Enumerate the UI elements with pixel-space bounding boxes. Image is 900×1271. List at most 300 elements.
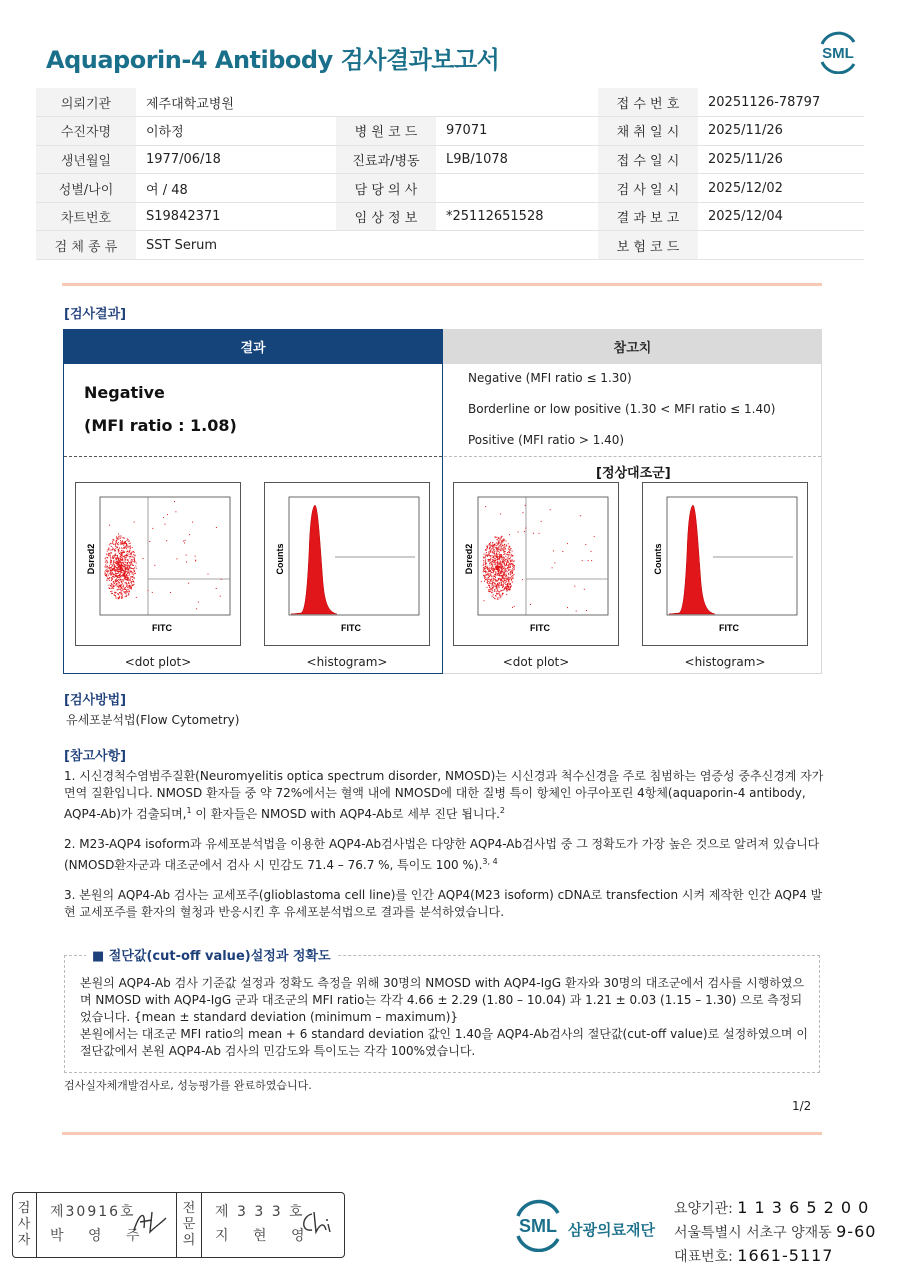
scatter-point: [134, 573, 135, 574]
scatter-point: [489, 555, 490, 556]
scatter-point: [494, 574, 495, 575]
scatter-point: [504, 570, 505, 571]
scatter-point: [491, 549, 492, 550]
scatter-point: [108, 567, 109, 568]
scatter-point: [503, 582, 504, 583]
scatter-point: [112, 568, 113, 569]
scatter-point: [500, 566, 501, 567]
scatter-point: [121, 575, 122, 576]
scatter-point: [175, 511, 176, 512]
scatter-point: [129, 550, 130, 551]
scatter-point: [500, 513, 501, 514]
scatter-point: [496, 587, 497, 588]
scatter-point: [495, 567, 496, 568]
scatter-point: [107, 566, 108, 567]
scatter-point: [119, 562, 120, 563]
scatter-point: [492, 590, 493, 591]
scatter-point: [122, 542, 123, 543]
scatter-point: [497, 567, 498, 568]
scatter-point: [497, 580, 498, 581]
scatter-point: [128, 587, 129, 588]
scatter-point: [497, 584, 498, 585]
scatter-point: [133, 577, 134, 578]
scatter-point: [486, 546, 487, 547]
scatter-point: [126, 567, 127, 568]
scatter-point: [494, 544, 495, 545]
scatter-point: [120, 573, 121, 574]
scatter-point: [189, 534, 190, 535]
dashed-separator-left: [64, 456, 442, 457]
scatter-point: [107, 557, 108, 558]
sign1-signature: [130, 1206, 170, 1236]
scatter-point: [500, 571, 501, 572]
scatter-point: [493, 578, 494, 579]
scatter-point: [130, 586, 131, 587]
info-v1-cell: SST Serum: [136, 231, 336, 260]
scatter-point: [493, 555, 494, 556]
scatter-point: [130, 578, 131, 579]
scatter-point: [504, 567, 505, 568]
y-axis-label: Dsred2: [86, 543, 96, 575]
scatter-point: [586, 610, 587, 611]
scatter-point: [126, 592, 127, 593]
scatter-point: [119, 598, 120, 599]
info-row: [36, 174, 864, 203]
scatter-point: [490, 591, 491, 592]
scatter-point: [503, 562, 504, 563]
scatter-point: [134, 555, 135, 556]
info-l1-cell: 성별/나이: [36, 174, 136, 203]
sign1-license-no: 제30916호: [50, 1204, 136, 1220]
scatter-point: [131, 585, 132, 586]
scatter-point: [127, 538, 128, 539]
scatter-point: [511, 555, 512, 556]
scatter-point: [497, 575, 498, 576]
scatter-point: [510, 564, 511, 565]
scatter-point: [491, 545, 492, 546]
scatter-point: [514, 569, 515, 570]
scatter-point: [110, 556, 111, 557]
scatter-point: [118, 542, 119, 543]
scatter-point: [500, 545, 501, 546]
scatter-point: [208, 574, 209, 575]
scatter-point: [114, 565, 115, 566]
scatter-point: [120, 561, 121, 562]
info-l3-cell: 채 취 일 시: [598, 117, 698, 146]
scatter-point: [119, 548, 120, 549]
scatter-point: [120, 555, 121, 556]
scatter-point: [487, 587, 488, 588]
foundation-logo: [510, 1198, 566, 1252]
method-text: 유세포분석법(Flow Cytometry): [66, 713, 240, 727]
scatter-point: [119, 577, 120, 578]
scatter-point: [127, 587, 128, 588]
scatter-point: [484, 568, 485, 569]
scatter-point: [132, 565, 133, 566]
scatter-point: [511, 576, 512, 577]
scatter-point: [133, 574, 134, 575]
scatter-point: [127, 566, 128, 567]
scatter-point: [484, 577, 485, 578]
scatter-point: [502, 566, 503, 567]
scatter-point: [486, 579, 487, 580]
scatter-point: [496, 594, 497, 595]
scatter-point: [119, 571, 120, 572]
scatter-point: [508, 564, 509, 565]
scatter-point: [163, 517, 164, 518]
scatter-point: [510, 587, 511, 588]
scatter-point: [128, 546, 129, 547]
scatter-point: [125, 571, 126, 572]
scatter-point: [506, 579, 507, 580]
scatter-point: [120, 554, 121, 555]
institution-code: 요양기관: 1 1 3 6 5 2 0 0: [674, 1198, 870, 1217]
scatter-point: [127, 545, 128, 546]
scatter-point: [115, 581, 116, 582]
scatter-point: [133, 582, 134, 583]
scatter-point: [118, 598, 119, 599]
scatter-point: [492, 555, 493, 556]
method-section-label: [검사방법]: [64, 693, 127, 708]
scatter-point: [576, 611, 577, 612]
scatter-point: [198, 602, 199, 603]
scatter-point: [496, 593, 497, 594]
scatter-point: [131, 571, 132, 572]
scatter-point: [489, 591, 490, 592]
scatter-point: [489, 583, 490, 584]
scatter-point: [129, 556, 130, 557]
scatter-point: [115, 571, 116, 572]
scatter-point: [114, 585, 115, 586]
scatter-point: [510, 564, 511, 565]
scatter-point: [118, 549, 119, 550]
scatter-point: [495, 560, 496, 561]
scatter-point: [494, 563, 495, 564]
scatter-point: [485, 549, 486, 550]
scatter-point: [136, 568, 137, 569]
reference-positive: Positive (MFI ratio > 1.40): [468, 433, 625, 447]
scatter-point: [496, 585, 497, 586]
scatter-point: [497, 569, 498, 570]
scatter-point: [580, 515, 581, 516]
y-axis-label: Counts: [653, 543, 663, 575]
scatter-point: [111, 570, 112, 571]
scatter-point: [490, 565, 491, 566]
info-v3-cell: 2025/11/26: [698, 117, 864, 146]
scatter-point: [503, 578, 504, 579]
scatter-point: [117, 577, 118, 578]
scatter-point: [497, 539, 498, 540]
scatter-point: [121, 594, 122, 595]
scatter-point: [131, 559, 132, 560]
scatter-point: [510, 561, 511, 562]
scatter-point: [499, 569, 500, 570]
scatter-point: [124, 588, 125, 589]
scatter-point: [115, 580, 116, 581]
scatter-point: [483, 557, 484, 558]
histogram-peak: [291, 505, 337, 614]
scatter-point: [513, 561, 514, 562]
scatter-point: [115, 570, 116, 571]
scatter-point: [485, 575, 486, 576]
scatter-point: [111, 591, 112, 592]
scatter-point: [501, 559, 502, 560]
scatter-point: [122, 552, 123, 553]
scatter-point: [123, 563, 124, 564]
scatter-point: [486, 567, 487, 568]
scatter-point: [496, 572, 497, 573]
scatter-point: [490, 558, 491, 559]
scatter-point: [497, 562, 498, 563]
scatter-point: [216, 588, 217, 589]
scatter-point: [129, 591, 130, 592]
scatter-point: [117, 589, 118, 590]
scatter-point: [493, 552, 494, 553]
scatter-point: [127, 555, 128, 556]
scatter-point: [499, 558, 500, 559]
scatter-point: [493, 561, 494, 562]
scatter-point: [497, 543, 498, 544]
scatter-point: [490, 574, 491, 575]
scatter-point: [112, 588, 113, 589]
cutoff-title: ■ 절단값(cut-off value)설정과 정확도: [86, 945, 337, 964]
scatter-point: [184, 543, 185, 544]
scatter-point: [492, 565, 493, 566]
scatter-point: [514, 606, 515, 607]
scatter-point: [112, 576, 113, 577]
scatter-point: [582, 560, 583, 561]
scatter-point: [509, 554, 510, 555]
scatter-point: [493, 585, 494, 586]
scatter-point: [539, 533, 540, 534]
scatter-point: [117, 593, 118, 594]
scatter-point: [486, 575, 487, 576]
scatter-point: [496, 550, 497, 551]
scatter-point: [129, 543, 130, 544]
scatter-point: [109, 587, 110, 588]
scatter-point: [111, 543, 112, 544]
scatter-point: [127, 584, 128, 585]
scatter-point: [486, 571, 487, 572]
scatter-point: [497, 590, 498, 591]
scatter-point: [512, 561, 513, 562]
scatter-point: [117, 576, 118, 577]
scatter-point: [567, 543, 568, 544]
scatter-point: [128, 585, 129, 586]
scatter-point: [504, 546, 505, 547]
scatter-point: [508, 577, 509, 578]
scatter-point: [503, 557, 504, 558]
scatter-point: [124, 542, 125, 543]
sign2-signature: [296, 1206, 336, 1236]
scatter-point: [505, 561, 506, 562]
scatter-point: [487, 573, 488, 574]
scatter-point: [522, 512, 523, 513]
scatter-point: [485, 564, 486, 565]
scatter-point: [492, 596, 493, 597]
scatter-point: [485, 566, 486, 567]
scatter-point: [503, 552, 504, 553]
scatter-point: [110, 562, 111, 563]
scatter-point: [114, 557, 115, 558]
scatter-point: [115, 575, 116, 576]
scatter-point: [495, 564, 496, 565]
scatter-point: [506, 594, 507, 595]
scatter-point: [497, 571, 498, 572]
scatter-point: [494, 545, 495, 546]
info-l2-cell: 담 당 의 사: [336, 174, 436, 203]
scatter-point: [114, 577, 115, 578]
plot-caption: <histogram>: [684, 655, 766, 669]
scatter-point: [508, 573, 509, 574]
scatter-point: [494, 591, 495, 592]
scatter-point: [130, 570, 131, 571]
scatter-point: [486, 554, 487, 555]
scatter-point: [195, 560, 196, 561]
scatter-point: [495, 558, 496, 559]
scatter-point: [491, 567, 492, 568]
scatter-point: [112, 570, 113, 571]
scatter-point: [490, 546, 491, 547]
scatter-point: [174, 501, 175, 502]
scatter-point: [130, 543, 131, 544]
scatter-point: [133, 554, 134, 555]
scatter-point: [109, 573, 110, 574]
scatter-point: [490, 547, 491, 548]
scatter-point: [108, 578, 109, 579]
result-mfi-ratio: (MFI ratio : 1.08): [84, 416, 237, 435]
scatter-point: [123, 586, 124, 587]
scatter-point: [130, 553, 131, 554]
scatter-point: [130, 571, 131, 572]
scatter-point: [118, 579, 119, 580]
scatter-point: [167, 514, 168, 515]
scatter-point: [487, 579, 488, 580]
scatter-point: [123, 562, 124, 563]
scatter-point: [488, 585, 489, 586]
scatter-point: [121, 598, 122, 599]
scatter-point: [134, 577, 135, 578]
scatter-point: [506, 580, 507, 581]
scatter-point: [133, 581, 134, 582]
scatter-point: [111, 564, 112, 565]
scatter-point: [125, 589, 126, 590]
scatter-point: [186, 555, 187, 556]
scatter-point: [506, 581, 507, 582]
scatter-point: [111, 585, 112, 586]
scatter-point: [123, 537, 124, 538]
scatter-point: [500, 560, 501, 561]
scatter-point: [503, 581, 504, 582]
scatter-point: [166, 540, 167, 541]
scatter-point: [130, 546, 131, 547]
scatter-point: [115, 548, 116, 549]
scatter-point: [110, 572, 111, 573]
scatter-point: [126, 583, 127, 584]
scatter-point: [106, 563, 107, 564]
scatter-point: [498, 540, 499, 541]
scatter-point: [110, 570, 111, 571]
foundation-name: 삼광의료재단: [568, 1221, 655, 1239]
scatter-point: [486, 552, 487, 553]
info-row: [36, 202, 864, 231]
scatter-point: [134, 571, 135, 572]
scatter-point: [152, 592, 153, 593]
scatter-point: [518, 531, 519, 532]
scatter-point: [512, 582, 513, 583]
y-axis-label: Dsred2: [464, 543, 474, 575]
scatter-point: [490, 589, 491, 590]
scatter-point: [499, 585, 500, 586]
scatter-point: [107, 572, 108, 573]
scatter-point: [488, 571, 489, 572]
scatter-point: [584, 589, 585, 590]
scatter-point: [121, 585, 122, 586]
scatter-point: [501, 555, 502, 556]
scatter-point: [112, 543, 113, 544]
scatter-point: [492, 583, 493, 584]
scatter-point: [154, 565, 155, 566]
scatter-point: [494, 583, 495, 584]
scatter-point: [126, 582, 127, 583]
scatter-point: [114, 550, 115, 551]
scatter-point: [120, 537, 121, 538]
info-v2-cell: *25112651528: [436, 202, 598, 231]
scatter-point: [121, 560, 122, 561]
scatter-point: [509, 564, 510, 565]
scatter-point: [488, 579, 489, 580]
scatter-point: [125, 596, 126, 597]
scatter-point: [501, 554, 502, 555]
address: 서울특별시 서초구 양재동 9-60: [674, 1222, 877, 1241]
scatter-point: [119, 553, 120, 554]
cutoff-text: [80, 975, 810, 1060]
scatter-point: [511, 548, 512, 549]
scatter-point: [121, 588, 122, 589]
scatter-point: [125, 562, 126, 563]
scatter-point: [501, 543, 502, 544]
scatter-point: [119, 564, 120, 565]
scatter-point: [497, 583, 498, 584]
scatter-point: [489, 576, 490, 577]
scatter-point: [128, 561, 129, 562]
scatter-point: [488, 577, 489, 578]
scatter-point: [512, 571, 513, 572]
scatter-point: [483, 560, 484, 561]
scatter-point: [116, 583, 117, 584]
scatter-point: [110, 574, 111, 575]
scatter-point: [490, 580, 491, 581]
scatter-point: [111, 580, 112, 581]
scatter-point: [511, 554, 512, 555]
scatter-point: [499, 552, 500, 553]
dot-plot: [75, 482, 241, 646]
scatter-point: [127, 575, 128, 576]
scatter-point: [188, 583, 189, 584]
scatter-point: [491, 586, 492, 587]
scatter-point: [530, 604, 531, 605]
scatter-point: [110, 564, 111, 565]
scatter-point: [133, 568, 134, 569]
scatter-point: [105, 558, 106, 559]
scatter-point: [120, 538, 121, 539]
scatter-point: [499, 559, 500, 560]
scatter-point: [110, 591, 111, 592]
scatter-point: [508, 551, 509, 552]
scatter-point: [500, 597, 501, 598]
scatter-point: [493, 548, 494, 549]
scatter-point: [505, 559, 506, 560]
